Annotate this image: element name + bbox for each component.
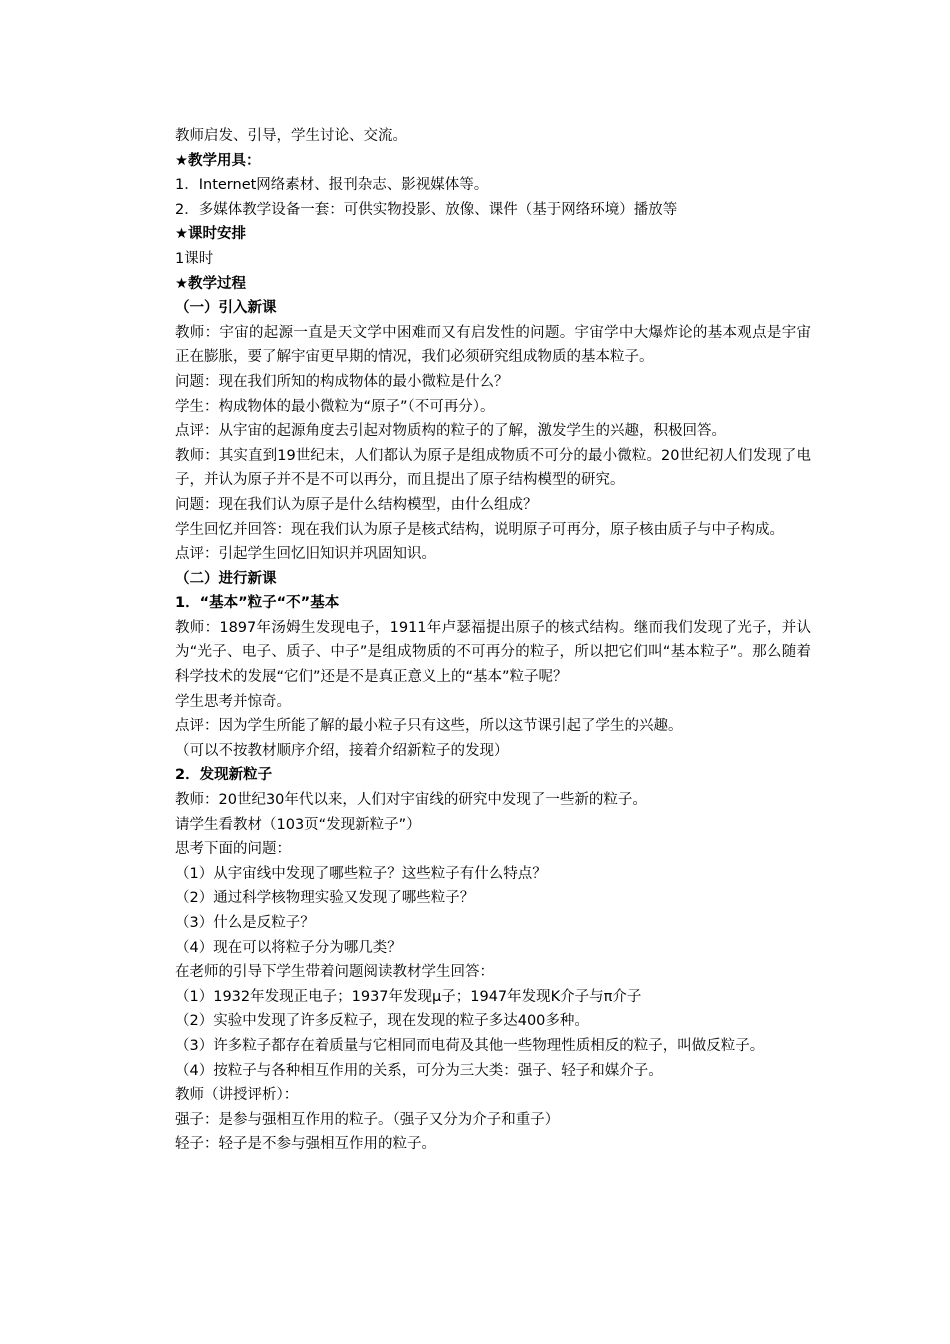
paragraph: （1）1932年发现正电子；1937年发现μ子；1947年发现K介子与π介子 bbox=[175, 988, 642, 1005]
paragraph: 请学生看教材（103页“发现新粒子”） bbox=[175, 816, 421, 833]
paragraph: （4）按粒子与各种相互作用的关系，可分为三大类：强子、轻子和媒介子。 bbox=[175, 1062, 663, 1079]
paragraph: 点评：因为学生所能了解的最小粒子只有这些，所以这节课引起了学生的兴趣。 bbox=[175, 718, 683, 735]
paragraph: 轻子：轻子是不参与强相互作用的粒子。 bbox=[175, 1136, 436, 1153]
paragraph: 强子：是参与强相互作用的粒子。（强子又分为介子和重子） bbox=[175, 1111, 560, 1128]
paragraph: 问题：现在我们所知的构成物体的最小微粒是什么？ bbox=[175, 373, 509, 390]
paragraph: 教师（讲授评析）： bbox=[175, 1087, 299, 1104]
section-heading: 2．发现新粒子 bbox=[175, 767, 273, 784]
section-heading: ★课时安排 bbox=[175, 226, 246, 243]
paragraph: 教师：1897年汤姆生发现电子，1911年卢瑟福提出原子的核式结构。继而我们发现了光子，并认为“光子、电子、质子、中子”是组成物质的不可再分的粒子，所以把它们叫“基本粒子”。那么随着科学技术的发展“它们”还是不是真正意义上的“基本”粒子呢？ bbox=[175, 619, 811, 686]
paragraph: 1课时 bbox=[175, 250, 214, 267]
paragraph: 学生回忆并回答：现在我们认为原子是核式结构，说明原子可再分，原子核由质子与中子构成。 bbox=[175, 521, 784, 538]
paragraph: 点评：引起学生回忆旧知识并巩固知识。 bbox=[175, 546, 436, 563]
paragraph: 问题：现在我们认为原子是什么结构模型，由什么组成？ bbox=[175, 496, 538, 513]
paragraph: 2．多媒体教学设备一套：可供实物投影、放像、课件（基于网络环境）播放等 bbox=[175, 201, 678, 218]
paragraph: （1）从宇宙线中发现了哪些粒子？这些粒子有什么特点？ bbox=[175, 865, 547, 882]
paragraph: 学生思考并惊奇。 bbox=[175, 693, 291, 710]
paragraph: （3）什么是反粒子？ bbox=[175, 915, 315, 931]
paragraph: 教师：宇宙的起源一直是天文学中困难而又有启发性的问题。宇宙学中大爆炸论的基本观点是宇宙正在膨胀，要了解宇宙更早期的情况，我们必须研究组成物质的基本粒子。 bbox=[175, 324, 811, 366]
paragraph: 学生：构成物体的最小微粒为“原子”（不可再分）。 bbox=[175, 398, 495, 415]
paragraph: 教师启发、引导，学生讨论、交流。 bbox=[175, 128, 407, 144]
paragraph: （2）通过科学核物理实验又发现了哪些粒子？ bbox=[175, 890, 475, 907]
paragraph: 1．Internet网络素材、报刊杂志、影视媒体等。 bbox=[175, 177, 489, 194]
section-heading: （二）进行新课 bbox=[175, 570, 277, 587]
section-heading: ★教学过程 bbox=[175, 275, 246, 292]
paragraph: （2）实验中发现了许多反粒子，现在发现的粒子多达400多种。 bbox=[175, 1013, 589, 1030]
paragraph: （4）现在可以将粒子分为哪几类？ bbox=[175, 939, 402, 956]
paragraph: 思考下面的问题： bbox=[175, 841, 291, 858]
section-heading: （一）引入新课 bbox=[175, 300, 277, 317]
paragraph: 点评：从宇宙的起源角度去引起对物质构的粒子的了解，激发学生的兴趣，积极回答。 bbox=[175, 423, 726, 440]
paragraph: 教师：其实直到19世纪末，人们都认为原子是组成物质不可分的最小微粒。20世纪初人们发现了电子，并认为原子并不是不可以再分，而且提出了原子结构模型的研究。 bbox=[175, 447, 811, 489]
paragraph: 教师：20世纪30年代以来，人们对宇宙线的研究中发现了一些新的粒子。 bbox=[175, 792, 647, 809]
paragraph: 在老师的引导下学生带着问题阅读教材学生回答： bbox=[175, 964, 494, 981]
document-body bbox=[143, 124, 811, 1157]
paragraph: （3）许多粒子都存在着质量与它相同而电荷及其他一些物理性质相反的粒子，叫做反粒子。 bbox=[175, 1037, 765, 1054]
section-heading: ★教学用具： bbox=[175, 152, 261, 169]
paragraph: （可以不按教材顺序介绍，接着介绍新粒子的发现） bbox=[175, 742, 509, 759]
section-heading: 1．“基本”粒子“不”基本 bbox=[175, 595, 340, 612]
